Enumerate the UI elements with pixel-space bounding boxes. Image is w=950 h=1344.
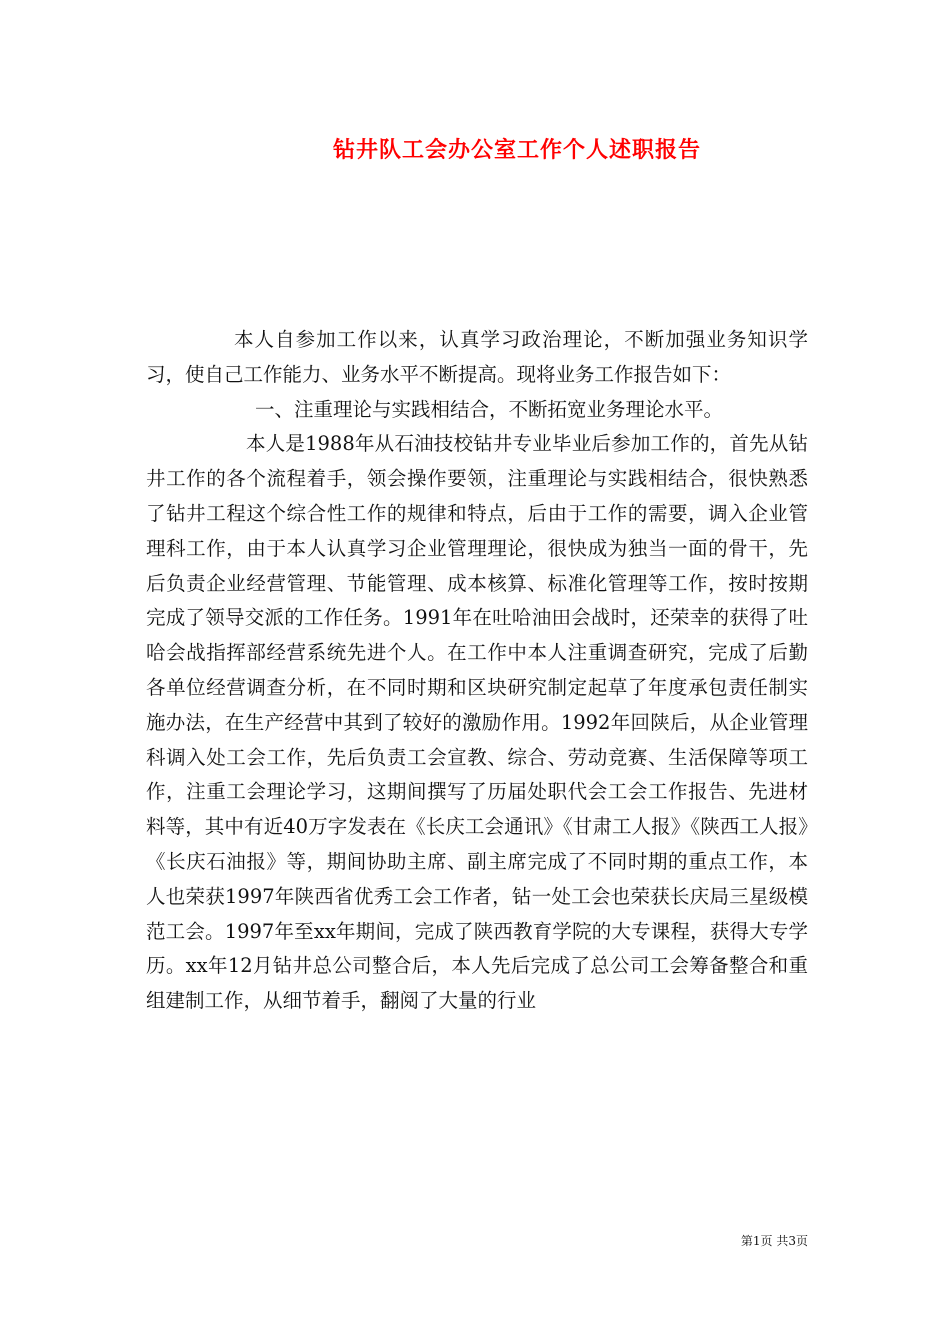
paragraph-intro: 本人自参加工作以来，认真学习政治理论，不断加强业务知识学习，使自己工作能力、业务水平不断提高。现将业务工作报告如下： <box>146 328 808 386</box>
paragraph-body: 本人是1988年从石油技校钻井专业毕业后参加工作的，首先从钻井工作的各个流程着手，领会操作要领，注重理论与实践相结合，很快熟悉了钻井工程这个综合性工作的规律和特点，后由于工作的需要，调入企业管理科工作，由于本人认真学习企业管理理论，很快成为独当一面的骨干，先后负责企业经营管理、节能管理、成本核算、标准化管理等工作，按时按期完成了领导交派的工作任务。1991年在吐哈油田会战时，还荣幸的获得了吐哈会战指挥部经营系统先进个人。在工作中本人注重调查研究，完成了后勤各单位经营调查分析，在不同时期和区块研究制定起草了年度承包责任制实施办法，在生产经营中其到了较好的激励作用。1992年回陕后，从企业管理科调入处工会工作，先后负责工会宣教、综合、劳动竞赛、生活保障等项工作，注重工会理论学习，这期间撰写了历届处职代会工会工作报告、先进材料等，其中有近40万字发表在《长庆工会通讯》《甘肃工人报》《陕西工人报》《长庆石油报》等，期间协助主席、副主席完成了不同时期的重点工作，本人也荣获1997年陕西省优秀工会工作者，钻一处工会也荣获长庆局三星级模范工会。1997年至xx年期间，完成了陕西教育学院的大专课程，获得大专学历。xx年12月钻井总公司整合后，本人先后完成了总公司工会筹备整合和重组建制工作，从细节着手，翻阅了大量的行业 <box>146 432 808 1013</box>
document-body <box>146 323 808 1019</box>
section-heading: 一、注重理论与实践相结合，不断拓宽业务理论水平。 <box>255 397 724 421</box>
page-number: 第1页 共3页 <box>740 1234 808 1248</box>
document-title: 钻井队工会办公室工作个人述职报告 <box>333 137 702 163</box>
